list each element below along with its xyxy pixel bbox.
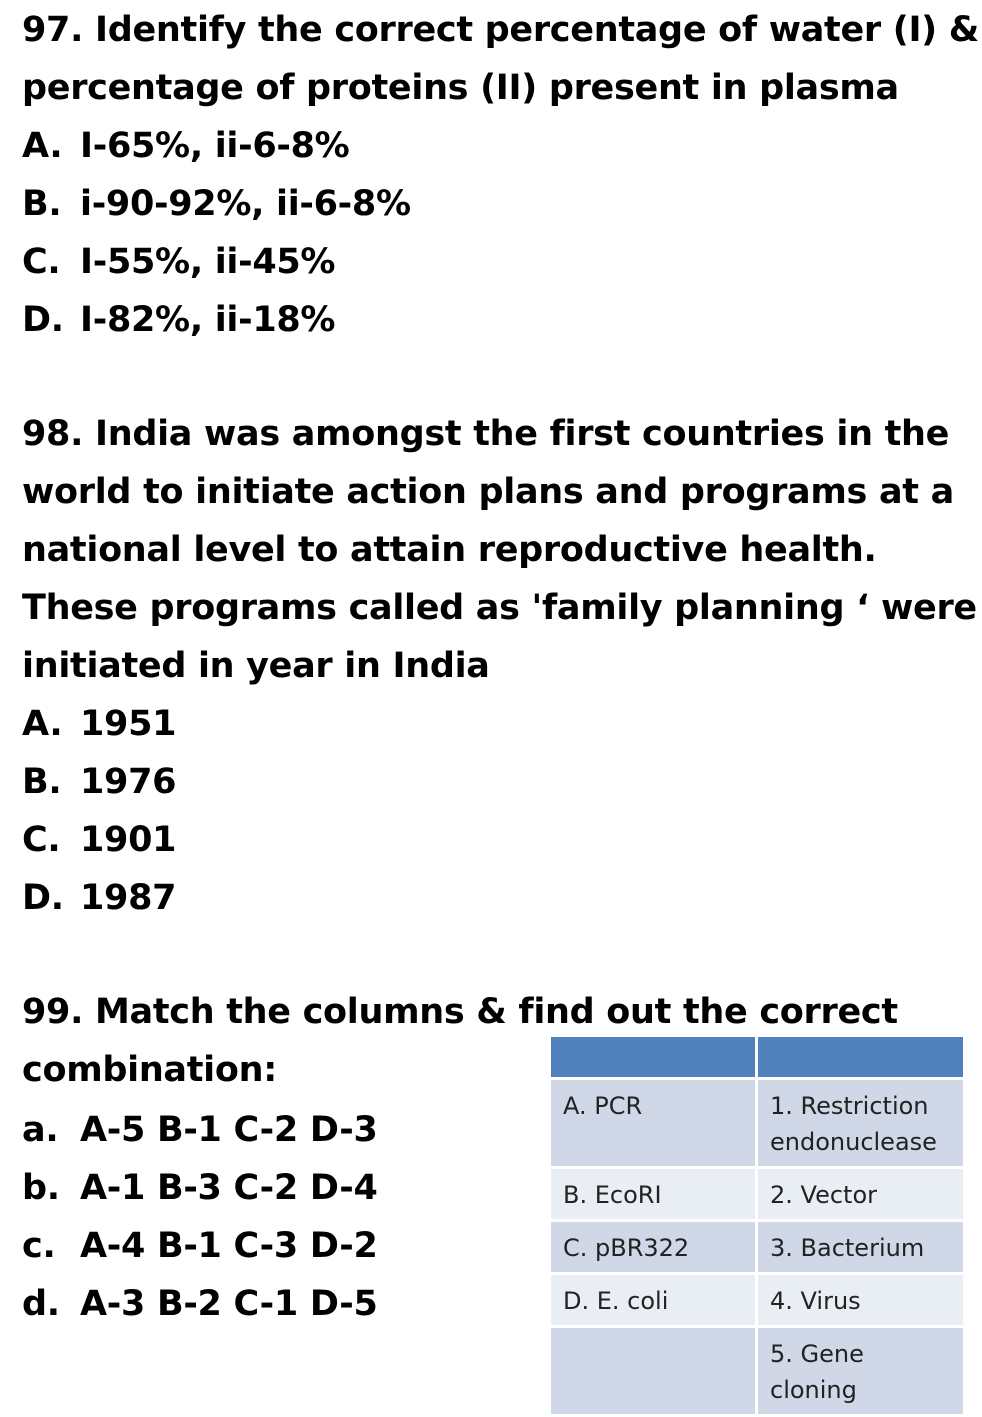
option-text: A-3 B-2 C-1 D-5: [80, 1284, 378, 1324]
column-a-cell: B. EcoRI: [550, 1168, 757, 1221]
option-text: 1987: [80, 878, 177, 918]
column-a-cell: A. PCR: [550, 1079, 757, 1168]
question-98-line-4: These programs called as 'family planning ‘ were: [22, 588, 977, 628]
column-a-cell: D. E. coli: [550, 1274, 757, 1327]
question-99-option-a[interactable]: [22, 1101, 378, 1159]
option-text: A-1 B-3 C-2 D-4: [80, 1168, 378, 1208]
question-97-option-a[interactable]: [22, 117, 979, 175]
column-a-cell: C. pBR322: [550, 1221, 757, 1274]
question-99-line-1: 99. Match the columns & find out the correct: [22, 992, 898, 1032]
column-b-cell: 5. Gene cloning: [757, 1327, 965, 1416]
column-b-cell: 3. Bacterium: [757, 1221, 965, 1274]
match-columns-table: [548, 1034, 966, 1417]
table-header-cell: [757, 1036, 965, 1079]
option-letter: d.: [22, 1284, 60, 1324]
question-98: [22, 405, 977, 927]
option-text: A-5 B-1 C-2 D-3: [80, 1110, 378, 1150]
option-text: A-4 B-1 C-3 D-2: [80, 1226, 378, 1266]
question-99-options: [22, 1101, 378, 1333]
option-text: i-90-92%, ii-6-8%: [80, 184, 411, 224]
column-b-cell: 4. Virus: [757, 1274, 965, 1327]
question-97-line-1: 97. Identify the correct percentage of water (I) &: [22, 10, 979, 50]
question-97-line-2: percentage of proteins (II) present in plasma: [22, 68, 899, 108]
question-99-option-c[interactable]: [22, 1217, 378, 1275]
question-97-option-c[interactable]: [22, 233, 979, 291]
column-b-cell: 2. Vector: [757, 1168, 965, 1221]
option-letter: C.: [22, 242, 61, 282]
question-97-option-b[interactable]: [22, 175, 979, 233]
option-text: I-82%, ii-18%: [80, 300, 336, 340]
question-98-option-a[interactable]: [22, 695, 977, 753]
question-98-option-b[interactable]: [22, 753, 977, 811]
table-row: [550, 1327, 965, 1416]
option-letter: D.: [22, 300, 64, 340]
option-letter: B.: [22, 184, 62, 224]
option-letter: A.: [22, 704, 63, 744]
table-row: [550, 1168, 965, 1221]
option-text: 1951: [80, 704, 177, 744]
option-letter: b.: [22, 1168, 60, 1208]
question-98-line-5: initiated in year in India: [22, 646, 490, 686]
question-98-option-c[interactable]: [22, 811, 977, 869]
column-a-cell: [550, 1327, 757, 1416]
table-row: [550, 1274, 965, 1327]
question-98-line-2: world to initiate action plans and programs at a: [22, 472, 954, 512]
option-letter: c.: [22, 1226, 56, 1266]
question-99-line-2: combination:: [22, 1050, 277, 1090]
option-letter: D.: [22, 878, 64, 918]
option-text: 1901: [80, 820, 177, 860]
question-99-option-d[interactable]: [22, 1275, 378, 1333]
question-97-option-d[interactable]: [22, 291, 979, 349]
option-letter: a.: [22, 1110, 59, 1150]
question-97: [22, 1, 979, 349]
table-header-row: [550, 1036, 965, 1079]
option-text: 1976: [80, 762, 177, 802]
option-letter: B.: [22, 762, 62, 802]
question-98-line-3: national level to attain reproductive health.: [22, 530, 877, 570]
question-99-option-b[interactable]: [22, 1159, 378, 1217]
table-row: [550, 1221, 965, 1274]
question-98-option-d[interactable]: [22, 869, 977, 927]
option-letter: C.: [22, 820, 61, 860]
question-98-line-1: 98. India was amongst the first countries in the: [22, 414, 950, 454]
column-b-cell: 1. Restriction endonuclease: [757, 1079, 965, 1168]
option-text: I-55%, ii-45%: [80, 242, 336, 282]
table-row: [550, 1079, 965, 1168]
table-header-cell: [550, 1036, 757, 1079]
option-text: I-65%, ii-6-8%: [80, 126, 350, 166]
option-letter: A.: [22, 126, 63, 166]
